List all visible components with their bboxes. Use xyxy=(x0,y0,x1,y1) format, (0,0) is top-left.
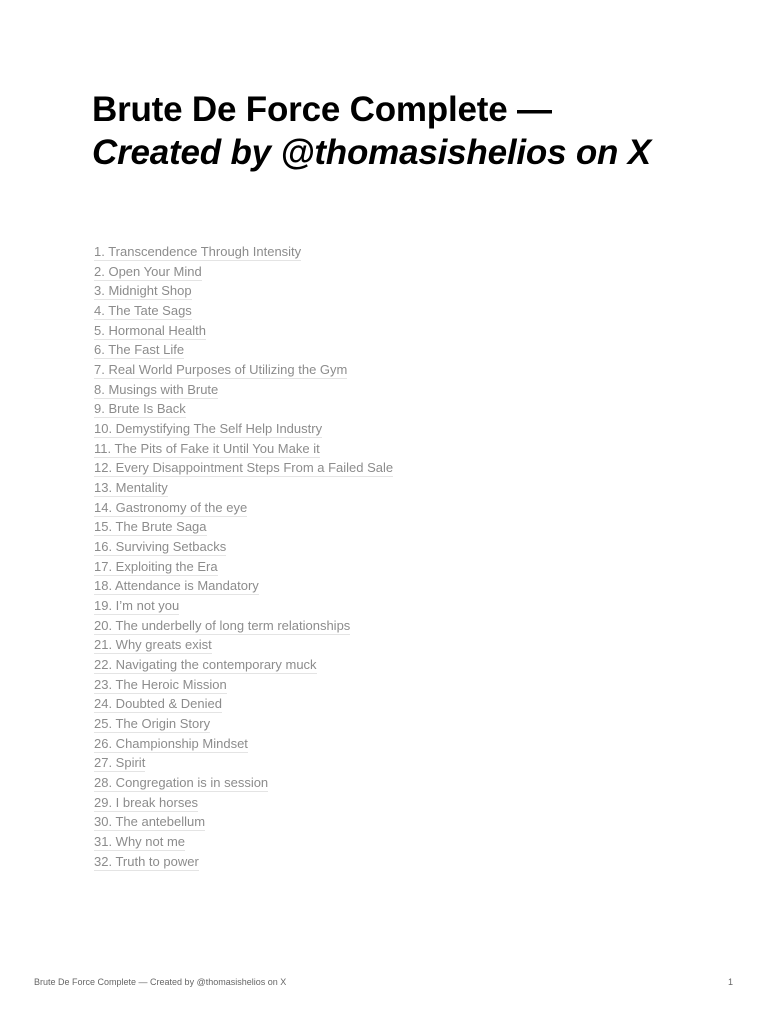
toc-link[interactable]: 9. Brute Is Back xyxy=(94,401,186,417)
toc-link[interactable]: 7. Real World Purposes of Utilizing the Gym xyxy=(94,362,348,378)
toc-link[interactable]: 10. Demystifying The Self Help Industry xyxy=(94,421,323,437)
toc-link[interactable]: 11. The Pits of Fake it Until You Make it xyxy=(94,440,320,456)
toc-item xyxy=(94,852,393,872)
page-footer-title: Brute De Force Complete — Created by @thomasishelios on X xyxy=(34,977,287,987)
toc-item xyxy=(94,635,393,655)
toc-link[interactable]: 15. The Brute Saga xyxy=(94,519,207,535)
toc-item xyxy=(94,616,393,636)
toc-link[interactable]: 8. Musings with Brute xyxy=(94,381,219,397)
toc-item xyxy=(94,753,393,773)
toc-item xyxy=(94,281,393,301)
toc-item xyxy=(94,596,393,616)
toc-item xyxy=(94,694,393,714)
toc-item xyxy=(94,734,393,754)
toc-link[interactable]: 31. Why not me xyxy=(94,834,186,850)
toc-link[interactable]: 17. Exploiting the Era xyxy=(94,558,218,574)
toc-item xyxy=(94,576,393,596)
toc-item xyxy=(94,242,393,262)
toc-item xyxy=(94,439,393,459)
toc-link[interactable]: 1. Transcendence Through Intensity xyxy=(94,244,302,259)
toc-link[interactable]: 2. Open Your Mind xyxy=(94,263,202,279)
toc-item xyxy=(94,380,393,400)
toc-link[interactable]: 25. The Origin Story xyxy=(94,716,211,732)
toc-link[interactable]: 32. Truth to power xyxy=(94,853,199,869)
toc-link[interactable]: 18. Attendance is Mandatory xyxy=(94,578,259,594)
toc-item xyxy=(94,655,393,675)
toc-link[interactable]: 3. Midnight Shop xyxy=(94,283,192,299)
page-title-line-2: Created by @thomasishelios on X xyxy=(92,133,651,172)
toc-item xyxy=(94,557,393,577)
toc-link[interactable]: 30. The antebellum xyxy=(94,814,206,830)
toc-link[interactable]: 6. The Fast Life xyxy=(94,342,185,358)
toc-link[interactable]: 28. Congregation is in session xyxy=(94,775,269,791)
toc-item xyxy=(94,498,393,518)
toc-link[interactable]: 14. Gastronomy of the eye xyxy=(94,499,248,515)
toc-link[interactable]: 4. The Tate Sags xyxy=(94,303,192,319)
toc-item xyxy=(94,458,393,478)
toc-link[interactable]: 21. Why greats exist xyxy=(94,637,212,653)
toc-link[interactable]: 13. Mentality xyxy=(94,480,168,496)
toc-link[interactable]: 29. I break horses xyxy=(94,794,199,810)
toc-item xyxy=(94,419,393,439)
toc-item xyxy=(94,773,393,793)
toc-item xyxy=(94,340,393,360)
table-of-contents xyxy=(94,242,393,872)
toc-link[interactable]: 19. I’m not you xyxy=(94,598,180,614)
toc-link[interactable]: 20. The underbelly of long term relationships xyxy=(94,617,351,633)
toc-item xyxy=(94,399,393,419)
toc-item xyxy=(94,360,393,380)
toc-item xyxy=(94,301,393,321)
toc-link[interactable]: 22. Navigating the contemporary muck xyxy=(94,657,317,673)
toc-item xyxy=(94,517,393,537)
toc-link[interactable]: 24. Doubted & Denied xyxy=(94,696,222,712)
toc-item xyxy=(94,832,393,852)
page-title-line-1: Brute De Force Complete — xyxy=(92,90,552,129)
toc-item xyxy=(94,675,393,695)
toc-item xyxy=(94,812,393,832)
toc-item xyxy=(94,537,393,557)
toc-item xyxy=(94,793,393,813)
toc-link[interactable]: 23. The Heroic Mission xyxy=(94,676,227,692)
toc-link[interactable]: 26. Championship Mindset xyxy=(94,735,248,751)
toc-item xyxy=(94,714,393,734)
page-title xyxy=(92,88,692,174)
toc-item xyxy=(94,478,393,498)
toc-link[interactable]: 16. Surviving Setbacks xyxy=(94,539,227,555)
toc-item xyxy=(94,262,393,282)
toc-link[interactable]: 12. Every Disappointment Steps From a Failed Sale xyxy=(94,460,394,476)
toc-link[interactable]: 27. Spirit xyxy=(94,755,146,771)
page-number: 1 xyxy=(727,977,733,987)
toc-item xyxy=(94,321,393,341)
toc-link[interactable]: 5. Hormonal Health xyxy=(94,322,206,338)
